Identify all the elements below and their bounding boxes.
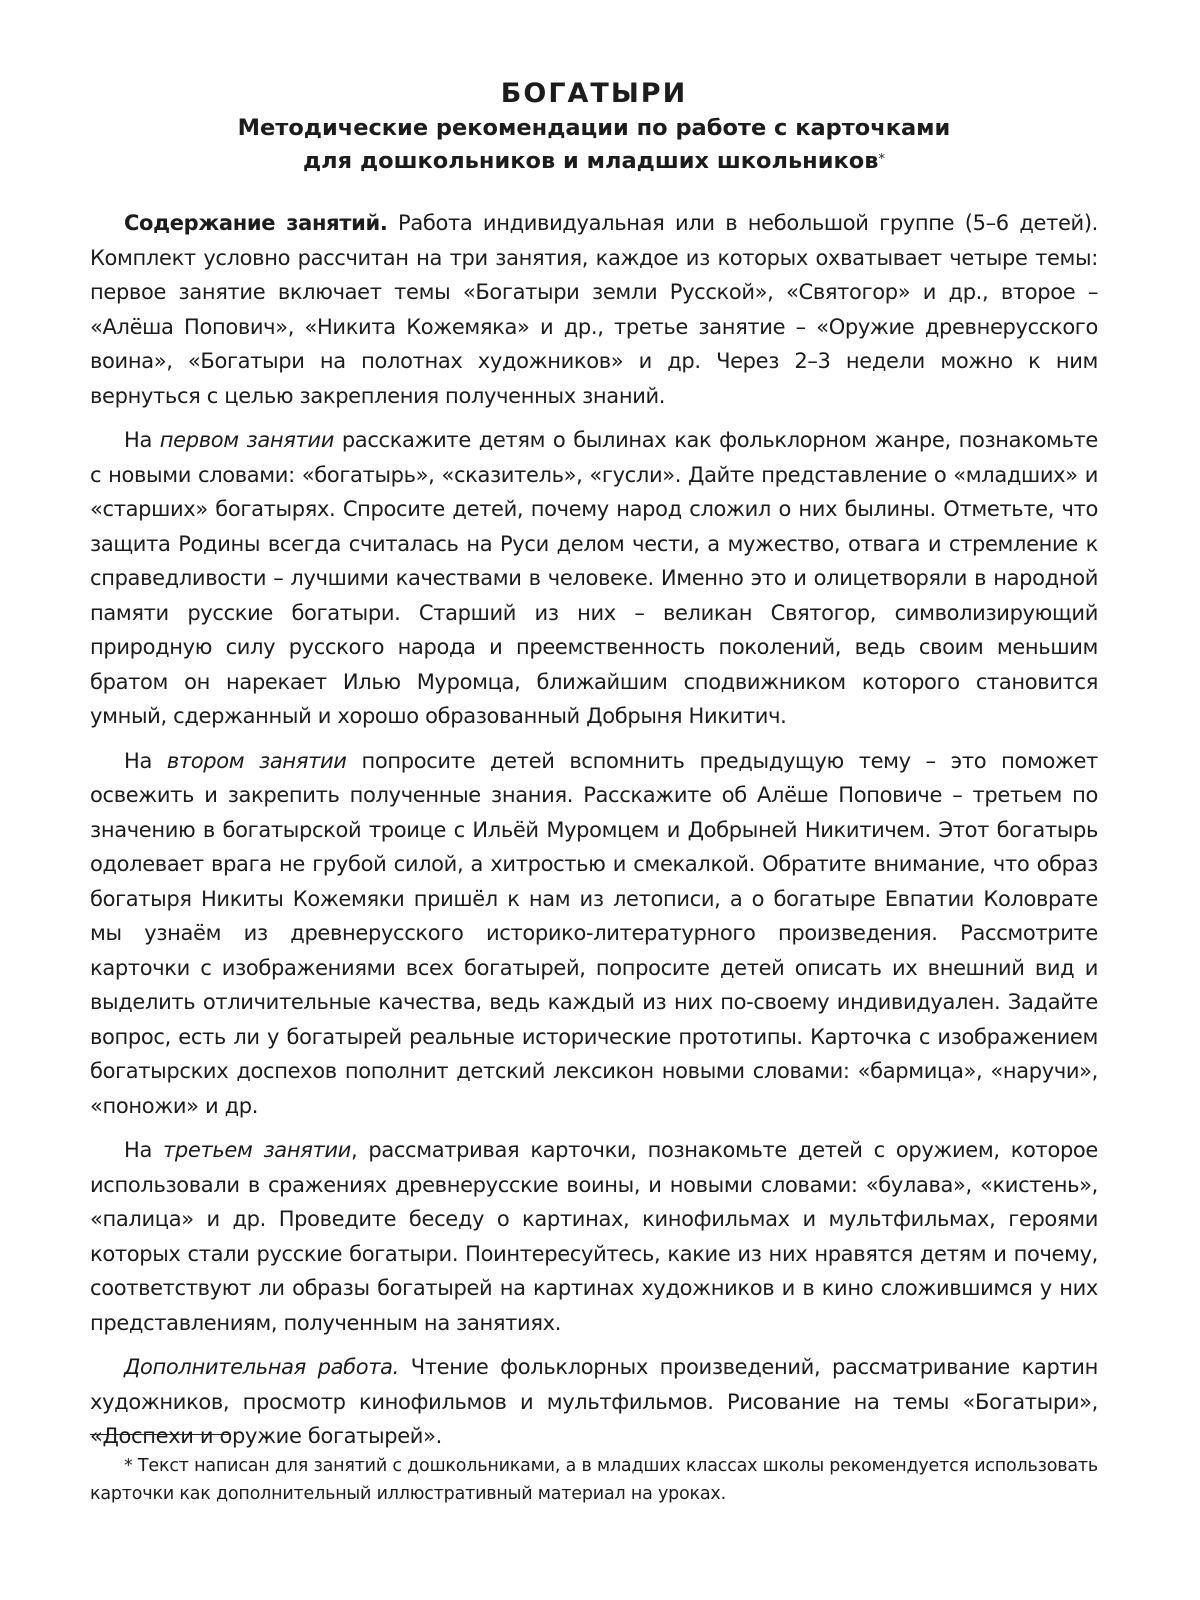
page-title: БОГАТЫРИ (500, 78, 688, 109)
paragraph-emphasis: третьем занятии (163, 1138, 351, 1162)
paragraph-emphasis: Дополнительная работа. (124, 1355, 399, 1379)
page-subtitle-line2 (90, 145, 1098, 178)
paragraph-lead-heading: Содержание занятий. (124, 211, 388, 235)
footnote-text: Текст написан для занятий с дошкольниками, а в младших классах школы рекомендуется использовать карточки как дополнительный иллюстративный материал на уроках. (90, 1456, 1098, 1504)
paragraph-text: расскажите детям о былинах как фольклорном жанре, познакомьте с новыми словами: «богатырь», «сказитель», «гусли». Дайте представление о «младших» и «старших» богатырях. Спросите детей, почему народ сложил о них былины. Отметьте, что защита Родины всегда считалась на Руси делом чести, а мужество, отвага и стремление к справедливости – лучшими качествами в человеке. Именно это и олицетворяли в народной памяти русские богатыри. Старший из них – великан Святогор, символизирующий природную силу русского народа и преемственность поколений, ведь своим меньшим братом он нарекает Илью Муромца, ближайшим сподвижником которого становится умный, сдержанный и хорошо образованный Добрыня Никитич. (90, 428, 1098, 728)
paragraph-text: Чтение фольклорных произведений, рассматривание картин художников, просмотр кинофильмов и мультфильмов. Рисование на темы «Богатыри», «Доспехи и оружие богатырей». (90, 1355, 1098, 1448)
document-page (90, 76, 1098, 1464)
paragraph-additional-work (90, 1350, 1098, 1454)
paragraph-prefix: На (124, 428, 160, 452)
document-body (90, 206, 1098, 1454)
subtitle-line2-text: для дошкольников и младших школьников (303, 148, 879, 174)
paragraph-emphasis: втором занятии (166, 748, 347, 773)
paragraph-content-of-lessons (90, 206, 1098, 413)
document-header (90, 76, 1098, 178)
footnote (90, 1452, 1098, 1508)
page-subtitle-line1: Методические рекомендации по работе с карточками (237, 115, 951, 141)
paragraph-second-lesson (90, 744, 1098, 1124)
footnote-reference: * (878, 152, 885, 167)
paragraph-text: Работа индивидуальная или в небольшой группе (5–6 детей). Комплект условно рассчитан на три занятия, каждое из которых охватывает четыре темы: первое занятие включает темы «Богатыри земли Русской», «Святогор» и др., второе – «Алёша Попович», «Никита Кожемяка» и др., третье занятие – «Оружие древнерусского воина», «Богатыри на полотнах художников» и др. Через 2–3 недели можно к ним вернуться с целью закрепления полученных знаний. (90, 211, 1098, 408)
paragraph-text: попросите детей вспомнить предыдущую тему – это поможет освежить и закрепить полученные знания. Расскажите об Алёше Поповиче – третьем по значению в богатырской троице с Ильёй Муромцем и Добрыней Никитичем. Этот богатырь одолевает врага не грубой силой, а хитростью и смекалкой. Обратите внимание, что образ богатыря Никиты Кожемяки пришёл к нам из летописи, а о богатыре Евпатии Коловрате мы узнаём из древнерусского историко-литературного произведения. Рассмотрите карточки с изображениями всех богатырей, попросите детей описать их внешний вид и выделить отличительные качества, ведь каждый из них по-своему индивидуален. Задайте вопрос, есть ли у богатырей реальные исторические прототипы. Карточка с изображением богатырских доспехов пополнит детский лексикон новыми словами: «бармица», «наручи», «поножи» и др. (90, 748, 1098, 1118)
paragraph-prefix: На (124, 748, 167, 773)
footnote-divider (90, 1434, 230, 1435)
paragraph-first-lesson (90, 423, 1098, 734)
paragraph-third-lesson (90, 1133, 1098, 1340)
footnote-mark: * (124, 1456, 133, 1476)
paragraph-prefix: На (124, 1138, 164, 1162)
paragraph-emphasis: первом занятии (159, 428, 335, 452)
paragraph-text: , рассматривая карточки, познакомьте детей с оружием, которое использовали в сражениях древнерусские воины, и новыми словами: «булава», «кистень», «палица» и др. Проведите беседу о картинах, кинофильмах и мультфильмах, героями которых стали русские богатыри. Поинтересуйтесь, какие из них нравятся детям и почему, соответствуют ли образы богатырей на картинах художников и в кино сложившимся у них представлениям, полученным на занятиях. (90, 1138, 1098, 1335)
